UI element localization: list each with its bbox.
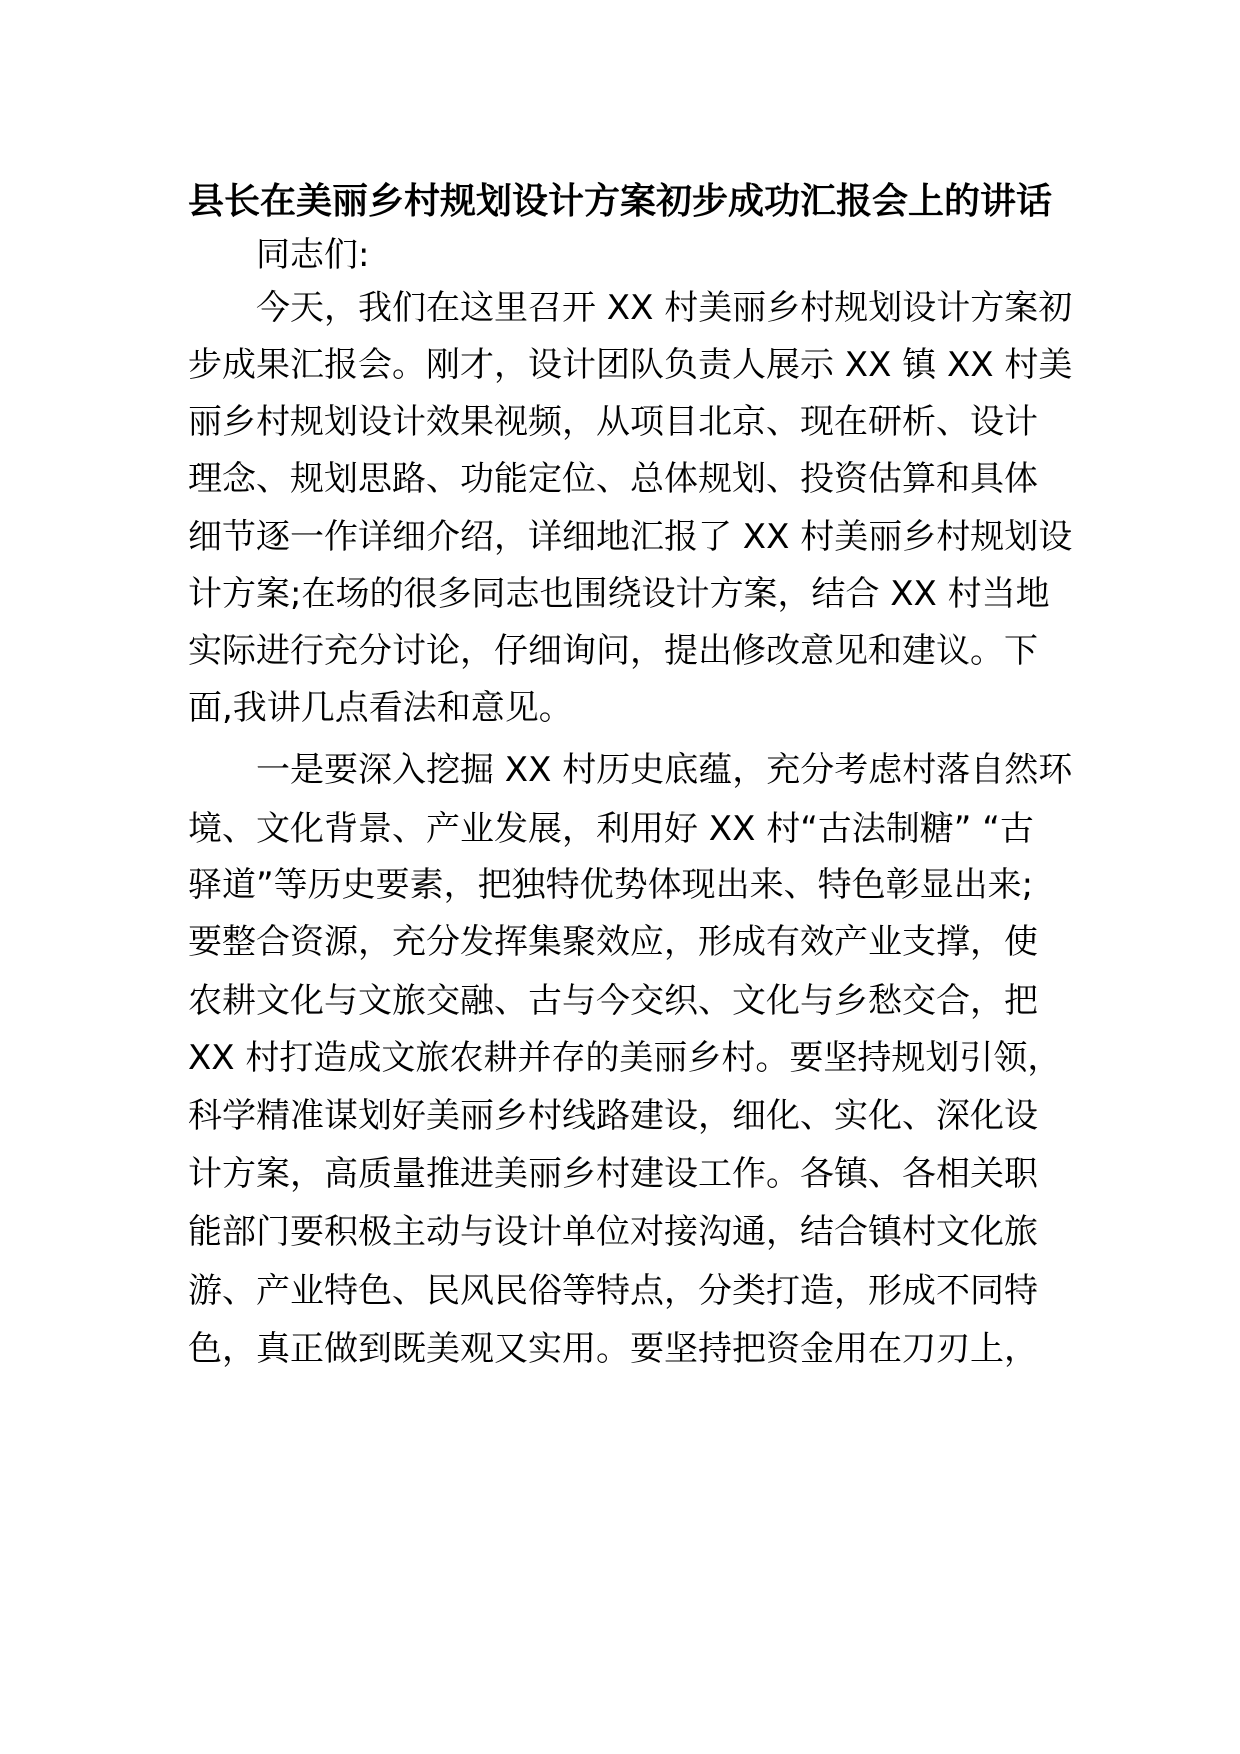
paragraph-1-line-4: 理念、规划思路、功能定位、总体规划、投资估算和具体: [188, 459, 1038, 499]
document-title: 县长在美丽乡村规划设计方案初步成功汇报会上的讲话: [187, 181, 1052, 222]
paragraph-1-line-6: 计方案;在场的很多同志也围绕设计方案，结合 XX 村当地: [188, 574, 1050, 614]
paragraph-2-line-3: 驿道”等历史要素，把独特优势体现出来、特色彰显出来;: [188, 865, 1034, 905]
paragraph-1-line-2: 步成果汇报会。刚才，设计团队负责人展示 XX 镇 XX 村美: [188, 345, 1073, 385]
paragraph-1-line-5: 细节逐一作详细介绍，详细地汇报了 XX 村美丽乡村规划设: [188, 517, 1073, 557]
paragraph-2-line-11: 色，真正做到既美观又实用。要坚持把资金用在刀刃上，: [188, 1329, 1038, 1369]
paragraph-2-line-5: 农耕文化与文旅交融、古与今交织、文化与乡愁交合，把: [188, 981, 1038, 1021]
paragraph-1-line-8: 面,我讲几点看法和意见。: [188, 688, 573, 728]
paragraph-2-line-9: 能部门要积极主动与设计单位对接沟通，结合镇村文化旅: [188, 1212, 1038, 1252]
paragraph-2-line-7: 科学精准谋划好美丽乡村线路建设，细化、实化、深化设: [188, 1096, 1038, 1136]
paragraph-2-line-10: 游、产业特色、民风民俗等特点，分类打造，形成不同特: [188, 1271, 1038, 1311]
paragraph-2-line-2: 境、文化背景、产业发展，利用好 XX 村“古法制糖” “古: [188, 809, 1034, 849]
paragraph-1-line-3: 丽乡村规划设计效果视频，从项目北京、现在研析、设计: [188, 402, 1038, 442]
salutation: 同志们:: [256, 235, 370, 275]
paragraph-2-line-8: 计方案，高质量推进美丽乡村建设工作。各镇、各相关职: [188, 1154, 1038, 1194]
paragraph-2-line-4: 要整合资源，充分发挥集聚效应，形成有效产业支撑，使: [188, 922, 1038, 962]
paragraph-2-line-6: XX 村打造成文旅农耕并存的美丽乡村。要坚持规划引领，: [188, 1038, 1062, 1078]
paragraph-2-line-1: 一是要深入挖掘 XX 村历史底蕴，充分考虑村落自然环: [256, 750, 1073, 790]
paragraph-1-line-1: 今天，我们在这里召开 XX 村美丽乡村规划设计方案初: [256, 288, 1073, 328]
paragraph-1-line-7: 实际进行充分讨论，仔细询问，提出修改意见和建议。下: [188, 631, 1038, 671]
